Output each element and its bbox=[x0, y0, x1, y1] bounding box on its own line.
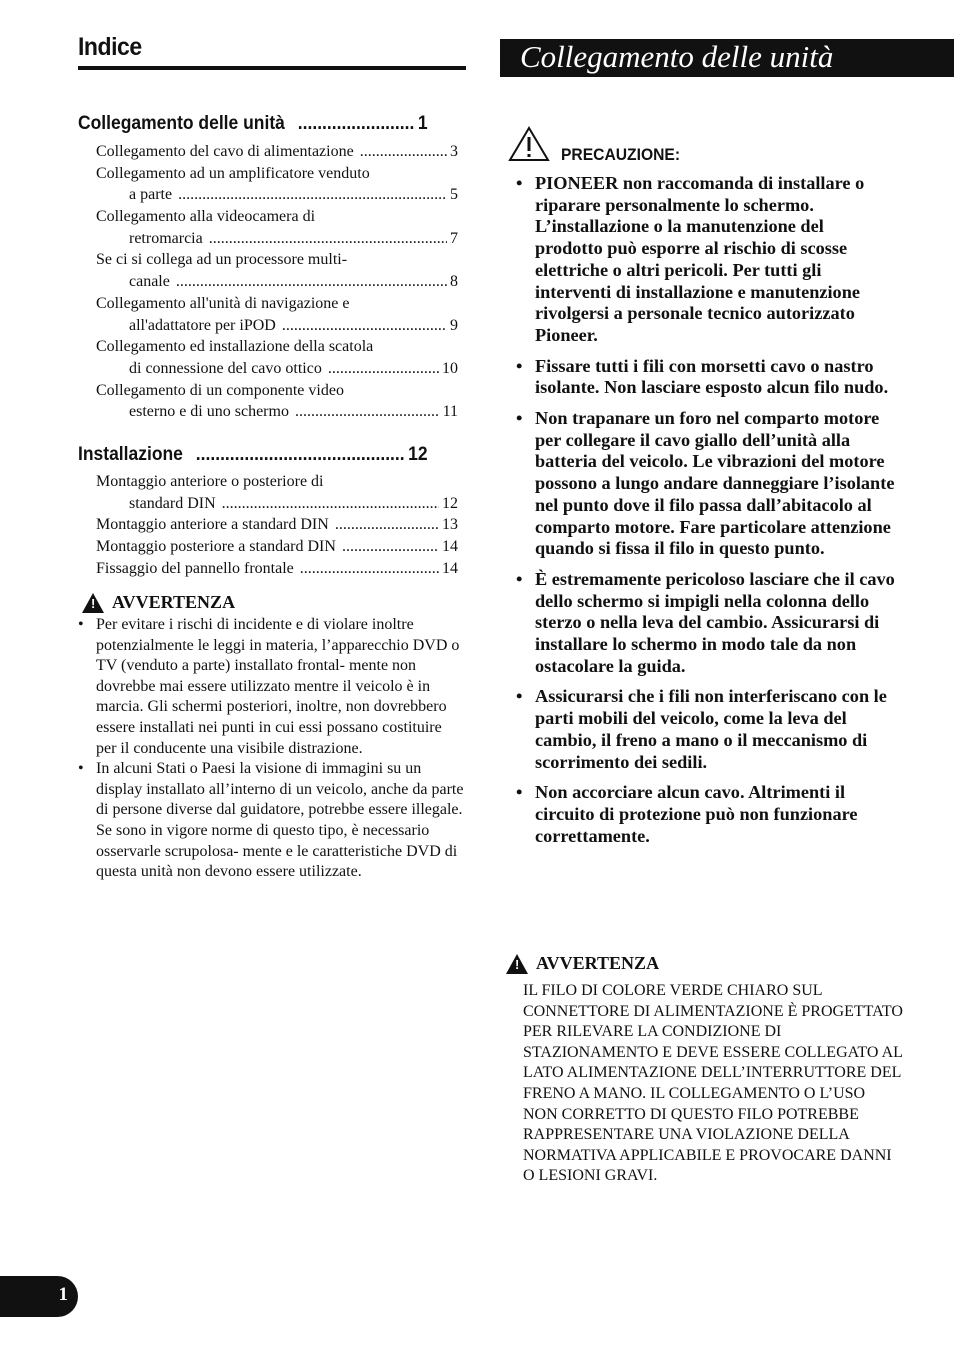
page-number: 1 bbox=[58, 1284, 68, 1305]
list-item: • Fissare tutti i fili con morsetti cavo o nastro isolante. Non lasciare esposto alcun filo nudo. bbox=[516, 356, 896, 399]
right-warning-heading: ! AVVERTENZA bbox=[506, 953, 659, 974]
index-title: Indice bbox=[78, 33, 142, 61]
toc-section-label: Installazione bbox=[78, 444, 183, 465]
toc-entry[interactable]: Collegamento all'unità di navigazione e bbox=[96, 294, 350, 312]
list-item: • Assicurarsi che i fili non interferiscano con le parti mobili del veicolo, come la leva del cambio, il freno a mano o il meccanismo di scorrimento dei sedili. bbox=[516, 686, 896, 773]
toc-entry[interactable]: Montaggio posteriore a standard DIN ..... 14 bbox=[96, 536, 458, 558]
toc-section-installazione[interactable] bbox=[78, 444, 428, 466]
toc-section-collegamento[interactable] bbox=[78, 113, 428, 135]
toc-entry[interactable]: Montaggio anteriore o posteriore di bbox=[96, 473, 324, 490]
toc-section-page: 1 bbox=[417, 113, 428, 134]
warning-triangle-icon: ! bbox=[82, 593, 104, 613]
toc-entry[interactable]: Fissaggio del pannello frontale ..... 14 bbox=[96, 558, 458, 580]
toc-entry[interactable]: Collegamento di un componente video bbox=[96, 381, 344, 399]
title-rule bbox=[78, 66, 466, 70]
caution-list bbox=[516, 173, 896, 856]
toc-entry-cont[interactable]: retromarcia ..... 7 bbox=[96, 228, 458, 250]
right-warning-text: IL FILO DI COLORE VERDE CHIARO SUL CONNETTORE DI ALIMENTAZIONE È PROGETTATO PER RILEVARE LA CONDIZIONE DI STAZIONAMENTO E DEVE ESSERE COLLEGATO AL LATO ALIMENTAZIONE DELL’INTERRUTTORE DEL FRENO A MANO. IL COLLEGAMENTO O L’USO NON CORRETTO DI QUESTO FILO POTREBBE RAPPRESENTARE UNA VIOLAZIONE DELLA NORMATIVA APPLICABILE E PROVOCARE DANNI O LESIONI GRAVI. bbox=[523, 982, 903, 1185]
warning-triangle-icon: ! bbox=[506, 954, 528, 974]
toc-entry[interactable]: Collegamento ed installazione della scatola bbox=[96, 338, 374, 356]
toc-entry[interactable]: Montaggio anteriore a standard DIN ..... 13 bbox=[96, 514, 458, 536]
toc-entry[interactable]: Collegamento del cavo di alimentazione ..... 3 bbox=[96, 141, 458, 163]
toc-section-label: Collegamento delle unità bbox=[78, 113, 285, 134]
toc-entry[interactable]: Collegamento alla videocamera di bbox=[96, 208, 316, 226]
section-banner bbox=[500, 39, 954, 77]
list-item: • Per evitare i rischi di incidente e di violare inoltre potenzialmente le leggi in materia, l’apparecchio DVD o TV (venduto a parte) installato frontal- mente non dovrebbe mai essere utilizzato mentre il veicolo è in marcia. Gli schermi posteriori, inoltre, non dovrebbero essere installati nei punti in cui essi possano costituire per il conducente una visibile distrazione. bbox=[78, 615, 466, 759]
left-warning-heading: ! AVVERTENZA bbox=[82, 592, 235, 613]
caution-triangle-icon bbox=[508, 126, 550, 162]
toc-entry[interactable]: Se ci si collega ad un processore multi- bbox=[96, 251, 348, 269]
toc-entry-cont[interactable]: di connessione del cavo ottico ..... 10 bbox=[96, 358, 458, 380]
list-item: • In alcuni Stati o Paesi la visione di immagini su un display installato all’interno di un veicolo, anche da parte di persone diverse dal guidatore, potrebbe essere illegale. Se sono in vigore norme di questo tipo, è necessario osservarle scrupolosa- mente e le caratteristiche DVD di questa unità non devono essere utilizzate. bbox=[78, 759, 466, 883]
list-item: • Non trapanare un foro nel comparto motore per collegare il cavo giallo dell’unità alla batteria del veicolo. Le vibrazioni del motore possono a lungo andare danneggiare l’isolante nel punto dove il filo passa dall’abitacolo al comparto motore. Fare particolare attenzione quando si fissa il filo in questo punto. bbox=[516, 408, 896, 560]
toc-entry-cont[interactable]: standard DIN ..... 12 bbox=[96, 493, 458, 515]
toc-entry-cont[interactable]: a parte ..... 5 bbox=[96, 184, 458, 206]
list-item: • È estremamente pericoloso lasciare che il cavo dello schermo si impigli nella colonna dello sterzo o nella leva del cambio. Assicurarsi di installare lo schermo in modo tale da non ostacolare la guida. bbox=[516, 569, 896, 678]
list-item: • Non accorciare alcun cavo. Altrimenti il circuito di protezione può non funzionare correttamente. bbox=[516, 782, 896, 847]
toc-entry-cont[interactable]: canale ..... 8 bbox=[96, 271, 458, 293]
toc-entry[interactable]: Collegamento ad un amplificatore venduto bbox=[96, 164, 370, 182]
toc-entry-cont[interactable]: esterno e di uno schermo ..... 11 bbox=[96, 401, 458, 423]
toc-entry-cont[interactable]: all'adattatore per iPOD ..... 9 bbox=[96, 315, 458, 337]
page-number-tab bbox=[0, 1276, 78, 1317]
left-warning-list bbox=[78, 615, 466, 883]
caution-label: PRECAUZIONE: bbox=[561, 145, 681, 164]
toc-section-page: 12 bbox=[408, 444, 428, 465]
toc-entries-collegamento bbox=[96, 141, 458, 423]
list-item: • PIONEER non raccomanda di installare o riparare personalmente lo schermo. L’installazione o la manutenzione del prodotto può esporre al rischio di scosse elettriche o altri pericoli. Per tutti gli interventi di installazione e manutenzione rivolgersi a personale tecnico autorizzato Pioneer. bbox=[516, 173, 896, 347]
toc-entries-installazione bbox=[96, 471, 458, 579]
banner-title: Collegamento delle unità bbox=[520, 39, 834, 74]
